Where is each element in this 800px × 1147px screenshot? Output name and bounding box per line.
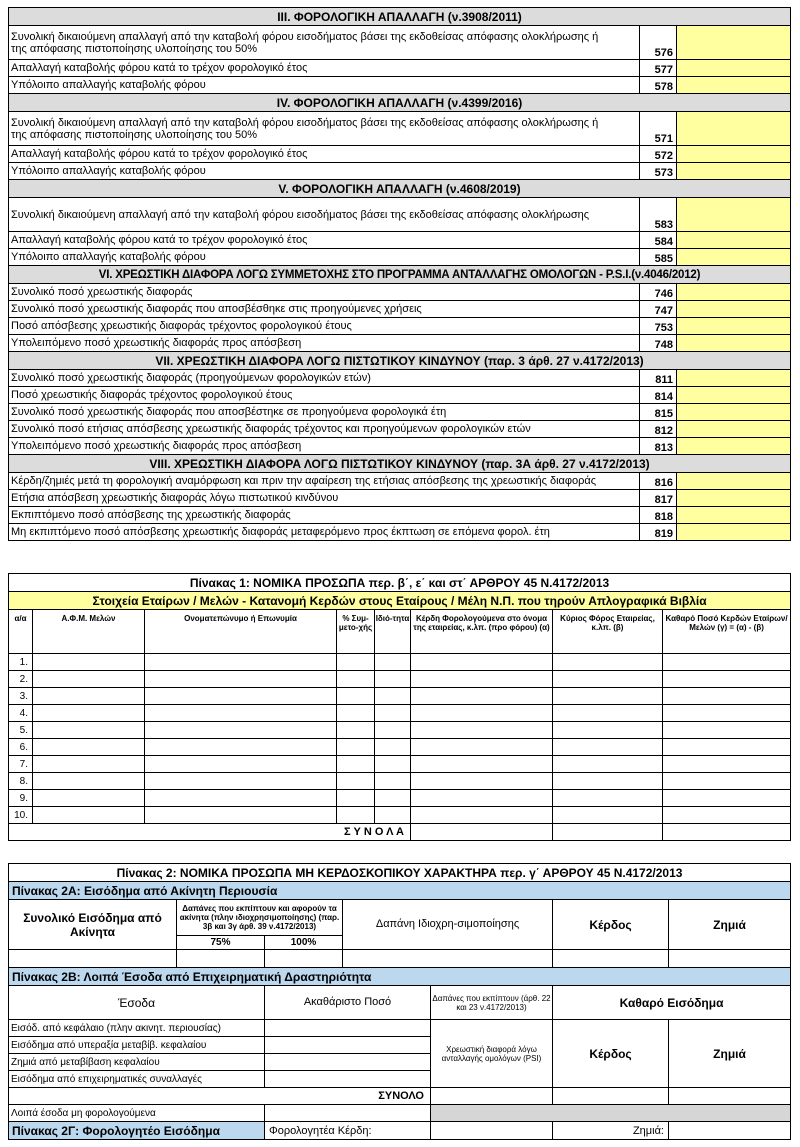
- tax-sections-table: [8, 7, 791, 541]
- section-row: [9, 301, 791, 318]
- table2a-loss-label: Ζημιά: [669, 900, 791, 950]
- value-cell[interactable]: [677, 335, 791, 352]
- table2b-row3-label: Ζημιά από μεταβίβαση κεφαλαίου: [9, 1054, 265, 1071]
- table2b-row2-label: Εισόδημα από υπεραξία μεταβίβ. κεφαλαίου: [9, 1037, 265, 1054]
- section-title: IV. ΦΟΡΟΛΟΓΙΚΗ ΑΠΑΛΛΑΓΗ (ν.4399/2016): [9, 94, 791, 112]
- table1-cell[interactable]: [375, 739, 411, 756]
- section-row: [9, 387, 791, 404]
- table1-cell[interactable]: [663, 654, 791, 671]
- row-number: 6.: [9, 739, 33, 756]
- value-cell[interactable]: [677, 198, 791, 232]
- table1-cell[interactable]: [337, 773, 375, 790]
- table1-cell[interactable]: [33, 688, 145, 705]
- section-row: [9, 198, 791, 232]
- value-cell[interactable]: [677, 438, 791, 455]
- table2b-total-exp[interactable]: [431, 1088, 553, 1105]
- table2a-total-label: Συνολικό Εισόδημα από Ακίνητα: [9, 900, 177, 950]
- table1-cell[interactable]: [337, 654, 375, 671]
- table2a-profit-cell[interactable]: [553, 950, 669, 968]
- table2b-title: Πίνακας 2Β: Λοιπά Έσοδα από Επιχειρηματική Δραστηριότητα: [9, 968, 791, 986]
- section-row: [9, 60, 791, 77]
- table1-col-header: α/α: [9, 610, 33, 654]
- section-row: [9, 421, 791, 438]
- table1-cell[interactable]: [33, 790, 145, 807]
- table1-cell[interactable]: [411, 705, 553, 722]
- table-row: [9, 773, 791, 790]
- table1-cell[interactable]: [145, 790, 337, 807]
- table2b-row1-label: Εισόδ. από κεφάλαιο (πλην ακινητ. περιουσίας): [9, 1020, 265, 1037]
- table2g-loss-label: Ζημιά:: [553, 1122, 669, 1140]
- table1-cell[interactable]: [411, 688, 553, 705]
- table1: [8, 573, 791, 841]
- value-cell[interactable]: [677, 524, 791, 541]
- value-cell[interactable]: [677, 507, 791, 524]
- row-code: 585: [640, 249, 677, 266]
- table1-cell[interactable]: [411, 790, 553, 807]
- row-number: 1.: [9, 654, 33, 671]
- row-code: 812: [640, 421, 677, 438]
- section-row: [9, 318, 791, 335]
- row-code: 816: [640, 473, 677, 490]
- table1-cell[interactable]: [663, 756, 791, 773]
- section-row: [9, 112, 791, 146]
- section-title: V. ΦΟΡΟΛΟΓΙΚΗ ΑΠΑΛΛΑΓΗ (ν.4608/2019): [9, 180, 791, 198]
- table2b-other-label: Λοιπά έσοδα μη φορολογούμενα: [9, 1105, 265, 1122]
- row-number: 10.: [9, 807, 33, 824]
- section-row: [9, 404, 791, 421]
- table1-cell[interactable]: [411, 756, 553, 773]
- table2g-loss-cell[interactable]: [669, 1122, 791, 1140]
- table1-cell[interactable]: [145, 807, 337, 824]
- value-cell[interactable]: [677, 421, 791, 438]
- value-cell[interactable]: [677, 284, 791, 301]
- row-code: 817: [640, 490, 677, 507]
- row-code: 748: [640, 335, 677, 352]
- table2b-gross-label: Ακαθάριστο Ποσό: [265, 986, 431, 1020]
- table1-col-header: Καθαρό Ποσό Κερδών Εταίρων/Μελών (γ) = (α) - (β): [663, 610, 791, 654]
- table1-total-c[interactable]: [663, 824, 791, 841]
- table-row: [9, 790, 791, 807]
- table1-cell[interactable]: [337, 688, 375, 705]
- value-cell[interactable]: [677, 370, 791, 387]
- section-title: VIII. ΧΡΕΩΣΤΙΚΗ ΔΙΑΦΟΡΑ ΛΟΓΩ ΠΙΣΤΩΤΙΚΟΥ ΚΙΝΔΥΝΟΥ (παρ. 3Α άρθ. 27 ν.4172/2013): [9, 455, 791, 473]
- row-number: 4.: [9, 705, 33, 722]
- table1-col-header: % Συμ-μετο-χής: [337, 610, 375, 654]
- section-header-row: [9, 94, 791, 112]
- row-code: 576: [640, 26, 677, 60]
- table1-col-header: Α.Φ.Μ. Μελών: [33, 610, 145, 654]
- table1-cell[interactable]: [33, 756, 145, 773]
- table2b-total-profit[interactable]: [553, 1088, 669, 1105]
- row-code: 814: [640, 387, 677, 404]
- table2g-profit-cell[interactable]: [431, 1122, 553, 1140]
- value-cell[interactable]: [677, 490, 791, 507]
- table2-title: Πίνακας 2: ΝΟΜΙΚΑ ΠΡΟΣΩΠΑ ΜΗ ΚΕΡΔΟΣΚΟΠΙΚΟΥ ΧΑΡΑΚΤΗΡΑ περ. γ΄ ΑΡΘΡΟΥ 45 Ν.4172/2013: [9, 864, 791, 882]
- value-cell[interactable]: [677, 26, 791, 60]
- section-row: [9, 524, 791, 541]
- table-row: [9, 671, 791, 688]
- row-number: 3.: [9, 688, 33, 705]
- table1-cell[interactable]: [553, 705, 663, 722]
- table1-cell[interactable]: [33, 739, 145, 756]
- table1-cell[interactable]: [411, 654, 553, 671]
- section-header-row: [9, 455, 791, 473]
- table1-cell[interactable]: [375, 722, 411, 739]
- row-code: 583: [640, 198, 677, 232]
- row-label: Συνολικό ποσό ετήσιας απόσβεσης χρεωστικής διαφοράς τρέχοντος και προηγούμενων φορολογικών ετών: [9, 421, 640, 438]
- row-code: 811: [640, 370, 677, 387]
- table1-cell[interactable]: [663, 688, 791, 705]
- value-cell[interactable]: [677, 146, 791, 163]
- table2b-psi-label: Χρεωστική διαφορά λόγω ανταλλαγής ομολόγων (PSI): [431, 1020, 553, 1088]
- row-label: Συνολική δικαιούμενη απαλλαγή από την καταβολή φόρου εισοδήματος βάσει της εκδοθείσας απόφασης ολοκλήρωσης ή της απόφασης πιστοποίησης υλοποίησης του 50%: [9, 26, 640, 60]
- table2b-row4-label: Εισόδημα από επιχειρηματικές συναλλαγές: [9, 1071, 265, 1088]
- table1-col-header: Κέρδη Φορολογούμενα στο όνομα της εταιρείας, κ.λπ. (προ φόρου) (α): [411, 610, 553, 654]
- row-label: Κέρδη/ζημιές μετά τη φορολογική αναμόρφωση και πριν την αφαίρεση της ετήσιας απόσβεσης της χρεωστικής διαφοράς: [9, 473, 640, 490]
- row-number: 2.: [9, 671, 33, 688]
- table-row: [9, 688, 791, 705]
- table2a-pct75: 75%: [177, 936, 265, 950]
- table2b-total-label: ΣΥΝΟΛΟ: [9, 1088, 431, 1105]
- value-cell[interactable]: [677, 387, 791, 404]
- table2a-own-cell[interactable]: [343, 950, 553, 968]
- table1-total-b[interactable]: [553, 824, 663, 841]
- table1-col-header: Κύριος Φόρος Εταιρείας, κ.λπ. (β): [553, 610, 663, 654]
- table2b-income-label: Έσοδα: [9, 986, 265, 1020]
- row-label: Μη εκπιπτόμενο ποσό απόσβεσης χρεωστικής διαφοράς μεταφερόμενο προς έκπτωση σε επόμενα φορολ. έτη: [9, 524, 640, 541]
- row-label: Απαλλαγή καταβολής φόρου κατά το τρέχον φορολογικό έτος: [9, 232, 640, 249]
- table2a-100-cell[interactable]: [265, 950, 343, 968]
- table2a-expenses-label: Δαπάνες που εκπίπτουν και αφορούν τα ακίνητα (πλην ιδιοχρησιμοποίησης) (παρ. 3β και 3γ άρθ. 39 ν.4172/2013): [177, 900, 343, 936]
- table1-cell[interactable]: [411, 722, 553, 739]
- table1-cell[interactable]: [375, 654, 411, 671]
- table1-cell[interactable]: [553, 773, 663, 790]
- row-label: Συνολική δικαιούμενη απαλλαγή από την καταβολή φόρου εισοδήματος βάσει της εκδοθείσας απόφασης ολοκλήρωσης ή της απόφασης πιστοποίησης υλοποίησης του 50%: [9, 112, 640, 146]
- value-cell[interactable]: [677, 404, 791, 421]
- row-label: Υπόλοιπο απαλλαγής καταβολής φόρου: [9, 249, 640, 266]
- table2b-row2-gross[interactable]: [265, 1037, 431, 1054]
- table1-cell[interactable]: [553, 807, 663, 824]
- value-cell[interactable]: [677, 473, 791, 490]
- row-code: 818: [640, 507, 677, 524]
- table2a-pct100: 100%: [265, 936, 343, 950]
- row-code: 584: [640, 232, 677, 249]
- section-header-row: [9, 266, 791, 284]
- table-row: [9, 722, 791, 739]
- value-cell[interactable]: [677, 249, 791, 266]
- table1-cell[interactable]: [337, 739, 375, 756]
- table1-cell[interactable]: [337, 756, 375, 773]
- table1-total-a[interactable]: [411, 824, 553, 841]
- section-row: [9, 438, 791, 455]
- row-number: 9.: [9, 790, 33, 807]
- table2g-profit-label: Φορολογητέα Κέρδη:: [265, 1122, 431, 1140]
- row-code: 578: [640, 77, 677, 94]
- table1-cell[interactable]: [145, 756, 337, 773]
- table1-cell[interactable]: [663, 773, 791, 790]
- table1-cell[interactable]: [663, 739, 791, 756]
- table1-cell[interactable]: [145, 773, 337, 790]
- row-number: 8.: [9, 773, 33, 790]
- value-cell[interactable]: [677, 112, 791, 146]
- table1-cell[interactable]: [663, 705, 791, 722]
- table2b-other-gross[interactable]: [265, 1105, 431, 1122]
- section-row: [9, 473, 791, 490]
- table1-col-header: Ιδιό-τητα: [375, 610, 411, 654]
- table1-col-header: Ονοματεπώνυμο ή Επωνυμία: [145, 610, 337, 654]
- section-header-row: [9, 352, 791, 370]
- row-label: Υπόλοιπο απαλλαγής καταβολής φόρου: [9, 77, 640, 94]
- table2a-75-cell[interactable]: [177, 950, 265, 968]
- row-code: 573: [640, 163, 677, 180]
- row-code: 819: [640, 524, 677, 541]
- table2b-row3-gross[interactable]: [265, 1054, 431, 1071]
- row-code: 813: [640, 438, 677, 455]
- table1-cell[interactable]: [375, 688, 411, 705]
- table1-cell[interactable]: [33, 807, 145, 824]
- table1-cell[interactable]: [411, 773, 553, 790]
- row-label: Υπολειπόμενο ποσό χρεωστικής διαφοράς προς απόσβεση: [9, 438, 640, 455]
- table1-cell[interactable]: [337, 722, 375, 739]
- row-label: Ετήσια απόσβεση χρεωστικής διαφοράς λόγω πιστωτικού κινδύνου: [9, 490, 640, 507]
- value-cell[interactable]: [677, 60, 791, 77]
- table1-cell[interactable]: [553, 654, 663, 671]
- row-number: 5.: [9, 722, 33, 739]
- table2: [8, 863, 791, 1140]
- table2b-profit-label: Κέρδος: [553, 1020, 669, 1088]
- section-row: [9, 232, 791, 249]
- table1-cell[interactable]: [33, 773, 145, 790]
- table2b-total-loss[interactable]: [669, 1088, 791, 1105]
- table1-cell[interactable]: [337, 705, 375, 722]
- table-row: [9, 705, 791, 722]
- row-label: Συνολικό ποσό χρεωστικής διαφοράς που αποσβέσθηκε στις προηγούμενες χρήσεις: [9, 301, 640, 318]
- section-row: [9, 163, 791, 180]
- table1-cell[interactable]: [145, 688, 337, 705]
- table1-cell[interactable]: [145, 654, 337, 671]
- row-label: Υπολειπόμενο ποσό χρεωστικής διαφοράς προς απόσβεση: [9, 335, 640, 352]
- table2a-profit-label: Κέρδος: [553, 900, 669, 950]
- table1-cell[interactable]: [411, 807, 553, 824]
- value-cell[interactable]: [677, 163, 791, 180]
- table1-cell[interactable]: [411, 671, 553, 688]
- row-code: 747: [640, 301, 677, 318]
- row-label: Ποσό χρεωστικής διαφοράς τρέχοντος φορολογικού έτους: [9, 387, 640, 404]
- table1-cell[interactable]: [411, 739, 553, 756]
- table1-cell[interactable]: [553, 671, 663, 688]
- section-header-row: [9, 180, 791, 198]
- table1-cell[interactable]: [553, 790, 663, 807]
- row-label: Συνολικό ποσό χρεωστικής διαφοράς που αποσβέστηκε σε προηγούμενα φορολογικά έτη: [9, 404, 640, 421]
- table1-cell[interactable]: [375, 705, 411, 722]
- table1-cell[interactable]: [375, 807, 411, 824]
- value-cell[interactable]: [677, 77, 791, 94]
- row-label: Συνολικό ποσό χρεωστικής διαφοράς: [9, 284, 640, 301]
- table1-title: Πίνακας 1: ΝΟΜΙΚΑ ΠΡΟΣΩΠΑ περ. β΄, ε΄ και στ΄ ΑΡΘΡΟΥ 45 Ν.4172/2013: [9, 574, 791, 592]
- table2b-row4-gross[interactable]: [265, 1071, 431, 1088]
- section-row: [9, 370, 791, 387]
- table1-cell[interactable]: [337, 807, 375, 824]
- table2a-total-cell[interactable]: [9, 950, 177, 968]
- section-row: [9, 249, 791, 266]
- table1-cell[interactable]: [663, 722, 791, 739]
- row-code: 753: [640, 318, 677, 335]
- value-cell[interactable]: [677, 232, 791, 249]
- table1-cell[interactable]: [375, 790, 411, 807]
- section-row: [9, 335, 791, 352]
- section-row: [9, 77, 791, 94]
- row-code: 571: [640, 112, 677, 146]
- table-row: [9, 807, 791, 824]
- table2a-loss-cell[interactable]: [669, 950, 791, 968]
- section-header-row: [9, 8, 791, 26]
- table2a-own-use-label: Δαπάνη Ιδιοχρη-σιμοποίησης: [343, 900, 553, 950]
- table1-cell[interactable]: [145, 705, 337, 722]
- section-row: [9, 146, 791, 163]
- row-code: 577: [640, 60, 677, 77]
- table1-totals-label: Σ Υ Ν Ο Λ Α: [9, 824, 411, 841]
- row-label: Ποσό απόσβεσης χρεωστικής διαφοράς τρέχοντος φορολογικού έτους: [9, 318, 640, 335]
- section-row: [9, 284, 791, 301]
- table2b-other-shaded: [431, 1105, 791, 1122]
- section-row: [9, 26, 791, 60]
- table1-cell[interactable]: [337, 790, 375, 807]
- table1-cell[interactable]: [553, 739, 663, 756]
- row-code: 572: [640, 146, 677, 163]
- table1-cell[interactable]: [663, 807, 791, 824]
- section-title: III. ΦΟΡΟΛΟΓΙΚΗ ΑΠΑΛΛΑΓΗ (ν.3908/2011): [9, 8, 791, 26]
- table1-cell[interactable]: [33, 705, 145, 722]
- table2g-title: Πίνακας 2Γ: Φορολογητέο Εισόδημα: [9, 1122, 265, 1140]
- section-row: [9, 490, 791, 507]
- row-number: 7.: [9, 756, 33, 773]
- value-cell[interactable]: [677, 318, 791, 335]
- table1-cell[interactable]: [337, 671, 375, 688]
- table1-cell[interactable]: [33, 671, 145, 688]
- value-cell[interactable]: [677, 301, 791, 318]
- row-label: Συνολική δικαιούμενη απαλλαγή από την καταβολή φόρου εισοδήματος βάσει της εκδοθείσας απόφασης ολοκλήρωσης: [9, 198, 640, 232]
- section-row: [9, 507, 791, 524]
- section-title: VII. ΧΡΕΩΣΤΙΚΗ ΔΙΑΦΟΡΑ ΛΟΓΩ ΠΙΣΤΩΤΙΚΟΥ ΚΙΝΔΥΝΟΥ (παρ. 3 άρθ. 27 ν.4172/2013): [9, 352, 791, 370]
- row-code: 746: [640, 284, 677, 301]
- row-code: 815: [640, 404, 677, 421]
- table1-cell[interactable]: [33, 722, 145, 739]
- table1-cell[interactable]: [375, 773, 411, 790]
- table1-cell[interactable]: [145, 722, 337, 739]
- table1-cell[interactable]: [553, 756, 663, 773]
- row-label: Συνολικό ποσό χρεωστικής διαφοράς (προηγούμενων φορολογικών ετών): [9, 370, 640, 387]
- table2b-expenses-label: Δαπάνες που εκπίπτουν (άρθ. 22 και 23 ν.4172/2013): [431, 986, 553, 1020]
- table2b-loss-label: Ζημιά: [669, 1020, 791, 1088]
- table2b-row1-gross[interactable]: [265, 1020, 431, 1037]
- table1-cell[interactable]: [663, 671, 791, 688]
- section-title: VI. ΧΡΕΩΣΤΙΚΗ ΔΙΑΦΟΡΑ ΛΟΓΩ ΣΥΜΜΕΤΟΧΗΣ ΣΤΟ ΠΡΟΓΡΑΜΜΑ ΑΝΤΑΛΛΑΓΗΣ ΟΜΟΛΟΓΩΝ - P.S.I.(ν.4046/2012): [9, 266, 791, 284]
- table1-subtitle: Στοιχεία Εταίρων / Μελών - Κατανομή Κερδών στους Εταίρους / Μέλη Ν.Π. που τηρούν Απλογραφικά Βιβλία: [9, 592, 791, 610]
- table-row: [9, 756, 791, 773]
- row-label: Υπόλοιπο απαλλαγής καταβολής φόρου: [9, 163, 640, 180]
- table1-cell[interactable]: [553, 722, 663, 739]
- table1-cell[interactable]: [375, 756, 411, 773]
- table2b-net-label: Καθαρό Εισόδημα: [553, 986, 791, 1020]
- row-label: Εκπιπτόμενο ποσό απόσβεσης της χρεωστικής διαφοράς: [9, 507, 640, 524]
- row-label: Απαλλαγή καταβολής φόρου κατά το τρέχον φορολογικό έτος: [9, 146, 640, 163]
- table2a-title: Πίνακας 2Α: Εισόδημα από Ακίνητη Περιουσία: [9, 882, 791, 900]
- table1-cell[interactable]: [145, 671, 337, 688]
- table1-cell[interactable]: [33, 654, 145, 671]
- table1-cell[interactable]: [145, 739, 337, 756]
- row-label: Απαλλαγή καταβολής φόρου κατά το τρέχον φορολογικό έτος: [9, 60, 640, 77]
- table-row: [9, 654, 791, 671]
- table1-cell[interactable]: [375, 671, 411, 688]
- table1-cell[interactable]: [663, 790, 791, 807]
- table-row: [9, 739, 791, 756]
- table1-cell[interactable]: [553, 688, 663, 705]
